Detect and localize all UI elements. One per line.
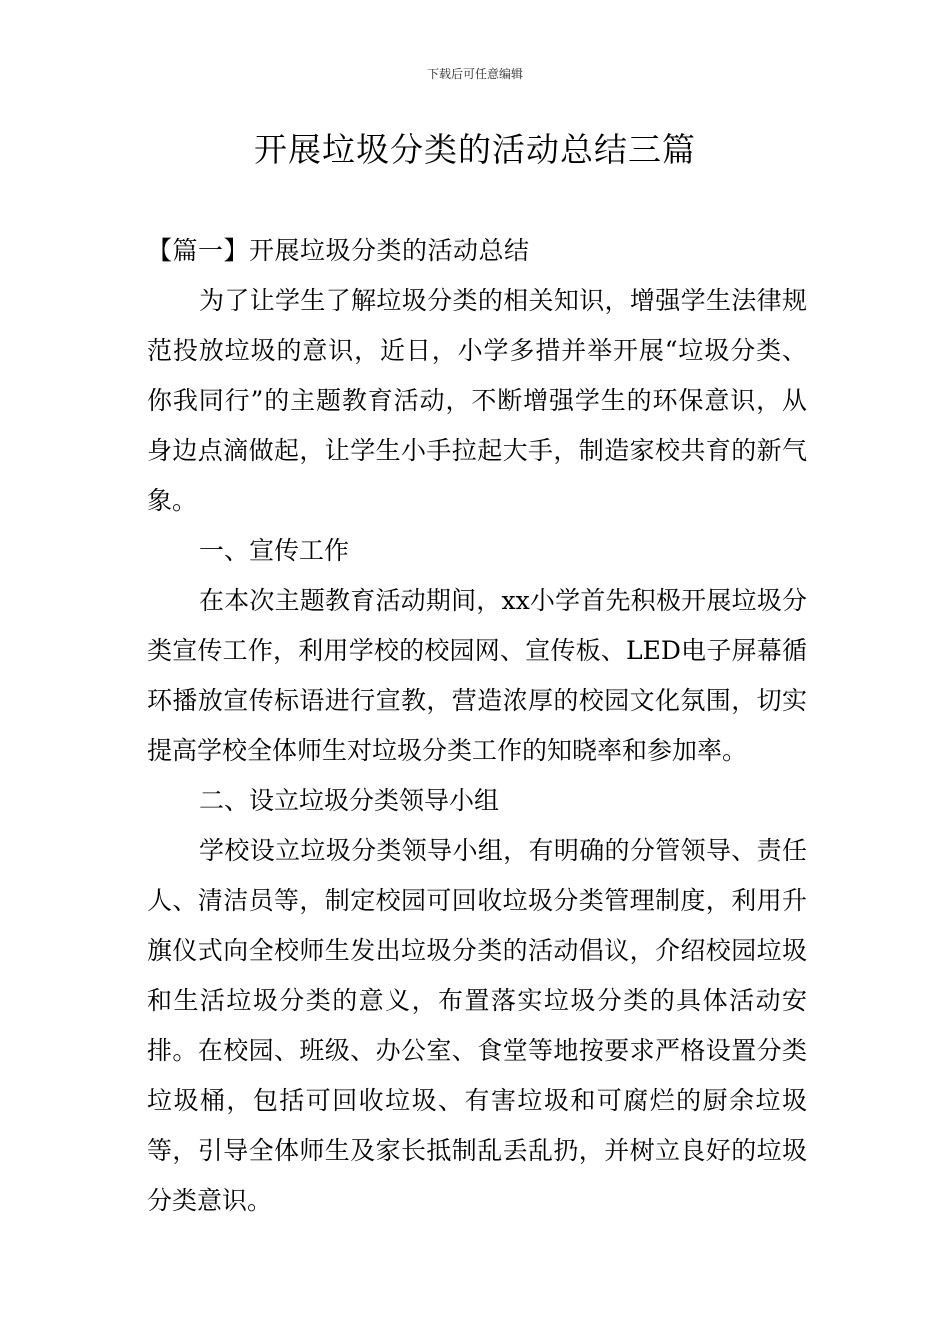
- document-body: [147, 226, 807, 1226]
- publicity-paragraph: 在本次主题教育活动期间，xx小学首先积极开展垃圾分类宣传工作，利用学校的校园网、宣传板、LED电子屏幕循环播放宣传标语进行宣教，营造浓厚的校园文化氛围，切实提高学校全体师生对垃圾分类工作的知晓率和参加率。: [147, 586, 807, 765]
- header-note: 下载后可任意编辑: [426, 67, 523, 81]
- document-title: 开展垃圾分类的活动总结三篇: [254, 130, 696, 169]
- intro-paragraph: 为了让学生了解垃圾分类的相关知识，增强学生法律规范投放垃圾的意识，近日，小学多措并举开展“垃圾分类、你我同行”的主题教育活动，不断增强学生的环保意识，从身边点滴做起，让学生小手拉起大手，制造家校共育的新气象。: [147, 286, 807, 515]
- subheading-publicity: 一、宣传工作: [199, 536, 350, 565]
- leadership-paragraph: 学校设立垃圾分类领导小组，有明确的分管领导、责任人、清洁员等，制定校园可回收垃圾分类管理制度，利用升旗仪式向全校师生发出垃圾分类的活动倡议，介绍校园垃圾和生活垃圾分类的意义，布置落实垃圾分类的具体活动安排。在校园、班级、办公室、食堂等地按要求严格设置分类垃圾桶，包括可回收垃圾、有害垃圾和可腐烂的厨余垃圾等，引导全体师生及家长抵制乱丢乱扔，并树立良好的垃圾分类意识。: [147, 836, 807, 1215]
- subheading-leadership-group: 二、设立垃圾分类领导小组: [199, 786, 500, 815]
- section-heading: 【篇一】开展垃圾分类的活动总结: [147, 236, 530, 265]
